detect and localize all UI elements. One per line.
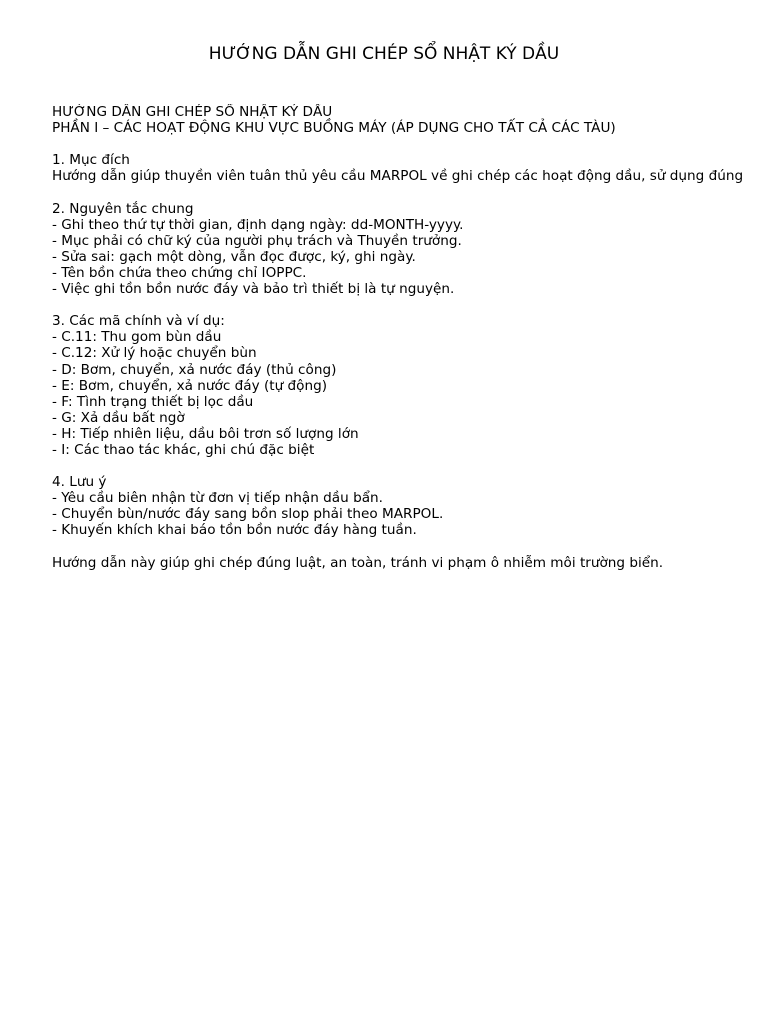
spacer xyxy=(52,184,768,200)
section-purpose xyxy=(52,152,768,184)
section-line: - Mục phải có chữ ký của người phụ trách và Thuyền trưởng. xyxy=(52,232,462,249)
section-line: - F: Tình trạng thiết bị lọc dầu xyxy=(52,393,254,410)
section-line: - Yêu cầu biên nhận từ đơn vị tiếp nhận dầu bẩn. xyxy=(52,490,383,507)
section-line: - E: Bơm, chuyển, xả nước đáy (tự động) xyxy=(52,377,328,394)
closing-text: Hướng dẫn này giúp ghi chép đúng luật, an toàn, tránh vi phạm ô nhiễm môi trường biển. xyxy=(52,554,664,571)
section-line: - Chuyển bùn/nước đáy sang bồn slop phải theo MARPOL. xyxy=(52,506,444,523)
document-body xyxy=(52,104,768,571)
section-line: - Khuyến khích khai báo tồn bồn nước đáy hàng tuần. xyxy=(52,522,417,539)
document-heading: HƯỚNG DẪN GHI CHÉP SỔ NHẬT KÝ DẦU xyxy=(52,104,333,120)
section-line: - D: Bơm, chuyển, xả nước đáy (thủ công) xyxy=(52,361,337,378)
section-heading: 4. Lưu ý xyxy=(52,474,107,491)
section-line: - H: Tiếp nhiên liệu, dầu bôi trơn số lượng lớn xyxy=(52,425,359,442)
section-line: - Tên bồn chứa theo chứng chỉ IOPPC. xyxy=(52,264,307,281)
document-subheading: PHẦN I – CÁC HOẠT ĐỘNG KHU VỰC BUỒNG MÁY (ÁP DỤNG CHO TẤT CẢ CÁC TÀU) xyxy=(52,120,616,137)
spacer xyxy=(52,539,768,555)
page-title: HƯỚNG DẪN GHI CHÉP SỔ NHẬT KÝ DẦU xyxy=(208,44,560,64)
spacer xyxy=(52,297,768,313)
section-heading: 3. Các mã chính và ví dụ: xyxy=(52,313,225,330)
section-heading: 2. Nguyên tắc chung xyxy=(52,200,194,217)
section-line: - C.11: Thu gom bùn dầu xyxy=(52,329,222,346)
section-line: - C.12: Xử lý hoặc chuyển bùn xyxy=(52,345,257,362)
spacer xyxy=(52,136,768,152)
spacer xyxy=(52,458,768,474)
section-principles xyxy=(52,201,768,298)
section-line: - I: Các thao tác khác, ghi chú đặc biệt xyxy=(52,441,315,458)
section-heading: 1. Mục đích xyxy=(52,152,130,169)
section-line: - Ghi theo thứ tự thời gian, định dạng ngày: dd-MONTH-yyyy. xyxy=(52,216,464,233)
section-line: - G: Xả dầu bất ngờ xyxy=(52,409,185,426)
section-line: - Việc ghi tồn bồn nước đáy và bảo trì thiết bị là tự nguyện. xyxy=(52,281,455,298)
section-notes xyxy=(52,474,768,538)
section-line: - Sửa sai: gạch một dòng, vẫn đọc được, ký, ghi ngày. xyxy=(52,248,416,265)
section-line: Hướng dẫn giúp thuyền viên tuân thủ yêu cầu MARPOL về ghi chép các hoạt động dầu, sử dụng đúng xyxy=(52,168,744,185)
section-codes xyxy=(52,313,768,458)
